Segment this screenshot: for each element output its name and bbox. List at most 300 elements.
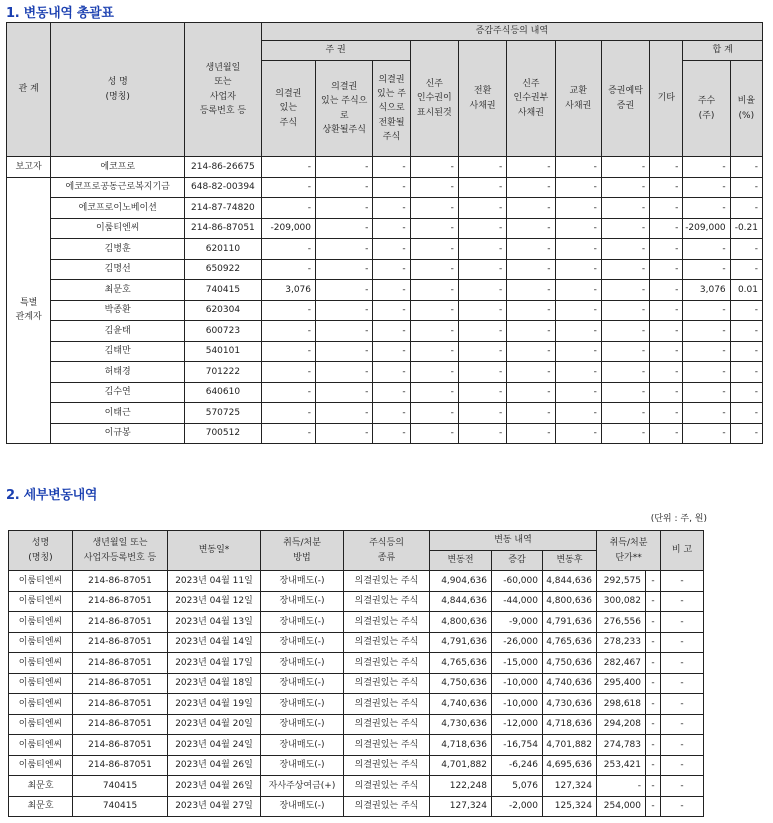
table-row [9, 673, 704, 694]
header-relation: 관 계 [7, 23, 51, 157]
value-cell: - [458, 382, 506, 403]
value-cell: - [373, 423, 410, 444]
before-cell: 4,718,636 [430, 735, 492, 756]
value-cell: - [458, 362, 506, 383]
before-cell: 4,800,636 [430, 612, 492, 633]
value-cell: - [410, 239, 458, 260]
table-row [9, 776, 704, 797]
value-cell: - [683, 239, 730, 260]
price-cell: 294,208 [597, 714, 646, 735]
note-cell: - [661, 653, 704, 674]
kind-cell: 의결권있는 주식 [344, 653, 430, 674]
value-cell: - [730, 382, 762, 403]
header-ratio: 비율 (%) [730, 61, 762, 157]
value-cell: - [683, 177, 730, 198]
value-cell: - [373, 259, 410, 280]
method-cell: 장내매도(-) [261, 673, 344, 694]
value-cell: - [373, 321, 410, 342]
table-row [7, 423, 763, 444]
after-cell: 4,844,636 [543, 571, 597, 592]
name-cell: 이룸티엔씨 [9, 673, 73, 694]
price-cell: 278,233 [597, 632, 646, 653]
value-cell: - [601, 198, 649, 219]
value-cell: - [261, 403, 315, 424]
id-cell: 214-86-26675 [185, 157, 262, 178]
value-cell: - [683, 259, 730, 280]
after-cell: 4,730,636 [543, 694, 597, 715]
table-row [7, 177, 763, 198]
price-cell: 254,000 [597, 796, 646, 817]
table-row [7, 382, 763, 403]
name-cell: 허태경 [51, 362, 185, 383]
method-cell: 장내매도(-) [261, 653, 344, 674]
table-row [9, 571, 704, 592]
id-cell: 540101 [185, 341, 262, 362]
header-other: 기타 [650, 41, 683, 157]
id-cell: 740415 [73, 796, 168, 817]
id-cell: 214-86-87051 [73, 571, 168, 592]
value-cell: - [555, 362, 601, 383]
table-row [7, 403, 763, 424]
value-cell: - [650, 403, 683, 424]
table-row [7, 239, 763, 260]
delta-cell: -10,000 [492, 694, 543, 715]
note-cell: - [661, 571, 704, 592]
date-cell: 2023년 04월 24일 [168, 735, 261, 756]
note-cell: - [661, 632, 704, 653]
unit-label: (단위 : 주, 원) [650, 514, 707, 524]
price-cell: 276,556 [597, 612, 646, 633]
delta-cell: -6,246 [492, 755, 543, 776]
value-cell: - [261, 382, 315, 403]
value-cell: - [261, 341, 315, 362]
before-cell: 4,765,636 [430, 653, 492, 674]
extra-cell: - [646, 796, 661, 817]
value-cell: - [730, 300, 762, 321]
value-cell: - [601, 239, 649, 260]
value-cell: - [650, 157, 683, 178]
id-cell: 214-87-74820 [185, 198, 262, 219]
value-cell: - [507, 362, 555, 383]
name-cell: 김태만 [51, 341, 185, 362]
detail-table [8, 530, 704, 817]
after-cell: 125,324 [543, 796, 597, 817]
value-cell: - [373, 403, 410, 424]
value-cell: - [507, 321, 555, 342]
value-cell: - [650, 423, 683, 444]
value-cell: - [410, 280, 458, 301]
before-cell: 127,324 [430, 796, 492, 817]
value-cell: - [683, 157, 730, 178]
header-total-group: 합 계 [683, 41, 763, 61]
note-cell: - [661, 673, 704, 694]
value-cell: - [410, 362, 458, 383]
value-cell: - [316, 423, 373, 444]
value-cell: - [316, 403, 373, 424]
date-cell: 2023년 04월 13일 [168, 612, 261, 633]
extra-cell: - [646, 591, 661, 612]
value-cell: - [683, 321, 730, 342]
table-row [9, 653, 704, 674]
relation-cell: 보고자 [7, 157, 51, 178]
id-cell: 620110 [185, 239, 262, 260]
value-cell: - [410, 218, 458, 239]
table-row [9, 612, 704, 633]
value-cell: - [730, 157, 762, 178]
value-cell: - [555, 218, 601, 239]
name-cell: 에코프로이노베이션 [51, 198, 185, 219]
price-cell: 292,575 [597, 571, 646, 592]
before-cell: 4,750,636 [430, 673, 492, 694]
name-cell: 이룸티엔씨 [9, 755, 73, 776]
note-cell: - [661, 694, 704, 715]
value-cell: - [316, 177, 373, 198]
method-cell: 장내매도(-) [261, 591, 344, 612]
kind-cell: 의결권있는 주식 [344, 735, 430, 756]
name-cell: 김윤태 [51, 321, 185, 342]
value-cell: - [507, 382, 555, 403]
extra-cell: - [646, 714, 661, 735]
value-cell: - [601, 157, 649, 178]
value-cell: - [601, 300, 649, 321]
value-cell: - [507, 218, 555, 239]
value-cell: - [261, 362, 315, 383]
id-cell: 570725 [185, 403, 262, 424]
after-cell: 4,701,882 [543, 735, 597, 756]
name-cell: 이룸티엔씨 [9, 591, 73, 612]
table-row [9, 796, 704, 817]
value-cell: - [373, 198, 410, 219]
extra-cell: - [646, 673, 661, 694]
id-cell: 650922 [185, 259, 262, 280]
value-cell: - [458, 321, 506, 342]
date-cell: 2023년 04월 11일 [168, 571, 261, 592]
note-cell: - [661, 591, 704, 612]
date-cell: 2023년 04월 19일 [168, 694, 261, 715]
name-cell: 최문호 [51, 280, 185, 301]
value-cell: - [683, 198, 730, 219]
name-cell: 박종환 [51, 300, 185, 321]
extra-cell: - [646, 612, 661, 633]
table-row [7, 362, 763, 383]
id-cell: 214-86-87051 [73, 673, 168, 694]
table-row [9, 632, 704, 653]
kind-cell: 의결권있는 주식 [344, 612, 430, 633]
value-cell: - [601, 403, 649, 424]
name-cell: 김병훈 [51, 239, 185, 260]
after-cell: 4,750,636 [543, 653, 597, 674]
id-cell: 214-86-87051 [73, 694, 168, 715]
value-cell: - [650, 259, 683, 280]
name-cell: 이룸티엔씨 [9, 653, 73, 674]
method-cell: 장내매도(-) [261, 796, 344, 817]
note-cell: - [661, 776, 704, 797]
relation-cell: 특별 관계자 [7, 177, 51, 444]
delta-cell: -60,000 [492, 571, 543, 592]
note-cell: - [661, 735, 704, 756]
date-cell: 2023년 04월 12일 [168, 591, 261, 612]
value-cell: - [458, 259, 506, 280]
value-cell: - [507, 280, 555, 301]
note-cell: - [661, 755, 704, 776]
value-cell: 3,076 [261, 280, 315, 301]
delta-cell: -12,000 [492, 714, 543, 735]
kind-cell: 의결권있는 주식 [344, 694, 430, 715]
value-cell: - [410, 177, 458, 198]
value-cell: - [730, 423, 762, 444]
before-cell: 122,248 [430, 776, 492, 797]
value-cell: - [730, 403, 762, 424]
name-cell: 이룸티엔씨 [9, 694, 73, 715]
table-row [7, 157, 763, 178]
header-change-group: 증감주식등의 내역 [261, 23, 762, 41]
value-cell: - [373, 280, 410, 301]
detail-table-body [9, 571, 704, 817]
delta-cell: -2,000 [492, 796, 543, 817]
method-cell: 장내매도(-) [261, 714, 344, 735]
id-cell: 214-86-87051 [73, 632, 168, 653]
value-cell: 0.01 [730, 280, 762, 301]
value-cell: - [373, 341, 410, 362]
header-birth: 생년월일 또는 사업자 등록번호 등 [185, 23, 262, 157]
name-cell: 이룸티엔씨 [51, 218, 185, 239]
header-voting: 의결권 있는 주식 [261, 61, 315, 157]
value-cell: - [316, 321, 373, 342]
id-cell: 600723 [185, 321, 262, 342]
value-cell: - [683, 382, 730, 403]
table-row [7, 198, 763, 219]
value-cell: - [650, 300, 683, 321]
name-cell: 이규봉 [51, 423, 185, 444]
value-cell: - [410, 259, 458, 280]
value-cell: - [507, 300, 555, 321]
value-cell: - [650, 198, 683, 219]
name-cell: 최문호 [9, 776, 73, 797]
note-cell: - [661, 612, 704, 633]
method-cell: 장내매도(-) [261, 571, 344, 592]
value-cell: - [261, 259, 315, 280]
date-cell: 2023년 04월 14일 [168, 632, 261, 653]
kind-cell: 의결권있는 주식 [344, 755, 430, 776]
d-header-after: 변동후 [543, 551, 597, 571]
section1-title: 1. 변동내역 총괄표 [6, 6, 114, 21]
value-cell: - [261, 177, 315, 198]
table-row [7, 341, 763, 362]
price-cell: 253,421 [597, 755, 646, 776]
value-cell: - [373, 177, 410, 198]
value-cell: - [458, 157, 506, 178]
extra-cell: - [646, 694, 661, 715]
kind-cell: 의결권있는 주식 [344, 776, 430, 797]
value-cell: - [730, 321, 762, 342]
value-cell: - [650, 362, 683, 383]
value-cell: - [316, 362, 373, 383]
after-cell: 4,791,636 [543, 612, 597, 633]
d-header-delta: 증감 [492, 551, 543, 571]
value-cell: - [316, 280, 373, 301]
price-cell: 300,082 [597, 591, 646, 612]
before-cell: 4,730,636 [430, 714, 492, 735]
delta-cell: -16,754 [492, 735, 543, 756]
header-redeemable: 의결권 있는 주식으 로 상환될주식 [316, 61, 373, 157]
value-cell: - [507, 259, 555, 280]
value-cell: - [410, 423, 458, 444]
value-cell: - [601, 218, 649, 239]
value-cell: - [650, 218, 683, 239]
name-cell: 김명선 [51, 259, 185, 280]
id-cell: 640610 [185, 382, 262, 403]
value-cell: - [730, 239, 762, 260]
name-cell: 에코프로 [51, 157, 185, 178]
value-cell: - [316, 239, 373, 260]
value-cell: - [507, 341, 555, 362]
value-cell: - [410, 198, 458, 219]
name-cell: 이태근 [51, 403, 185, 424]
value-cell: - [458, 177, 506, 198]
value-cell: -209,000 [683, 218, 730, 239]
value-cell: - [373, 382, 410, 403]
d-header-birth: 생년월일 또는 사업자등록번호 등 [73, 531, 168, 571]
table-row [7, 321, 763, 342]
table-row [9, 591, 704, 612]
value-cell: - [316, 300, 373, 321]
extra-cell: - [646, 735, 661, 756]
summary-table [6, 22, 763, 444]
value-cell: - [601, 382, 649, 403]
header-bw: 신주 인수권부 사채권 [507, 41, 555, 157]
name-cell: 이룸티엔씨 [9, 571, 73, 592]
id-cell: 701222 [185, 362, 262, 383]
value-cell: - [373, 218, 410, 239]
value-cell: - [458, 280, 506, 301]
before-cell: 4,701,882 [430, 755, 492, 776]
header-exch-bond: 교환 사채권 [555, 41, 601, 157]
table-row [7, 259, 763, 280]
value-cell: - [650, 239, 683, 260]
table-row [9, 735, 704, 756]
value-cell: - [730, 259, 762, 280]
name-cell: 최문호 [9, 796, 73, 817]
d-header-price: 취득/처분 단가** [597, 531, 661, 571]
id-cell: 214-86-87051 [73, 653, 168, 674]
value-cell: - [458, 341, 506, 362]
header-name: 성 명 (명칭) [51, 23, 185, 157]
value-cell: - [410, 382, 458, 403]
value-cell: - [316, 259, 373, 280]
delta-cell: 5,076 [492, 776, 543, 797]
value-cell: - [507, 239, 555, 260]
value-cell: - [458, 198, 506, 219]
value-cell: - [683, 403, 730, 424]
value-cell: - [555, 423, 601, 444]
value-cell: - [650, 177, 683, 198]
value-cell: - [410, 341, 458, 362]
date-cell: 2023년 04월 20일 [168, 714, 261, 735]
extra-cell: - [646, 653, 661, 674]
value-cell: - [601, 321, 649, 342]
id-cell: 214-86-87051 [185, 218, 262, 239]
note-cell: - [661, 796, 704, 817]
value-cell: - [316, 218, 373, 239]
value-cell: - [683, 423, 730, 444]
table-row [9, 694, 704, 715]
after-cell: 4,765,636 [543, 632, 597, 653]
price-cell: 295,400 [597, 673, 646, 694]
name-cell: 이룸티엔씨 [9, 735, 73, 756]
d-header-date: 변동일* [168, 531, 261, 571]
header-share-group: 주 권 [261, 41, 410, 61]
extra-cell: - [646, 571, 661, 592]
table-row [9, 755, 704, 776]
value-cell: - [458, 403, 506, 424]
kind-cell: 의결권있는 주식 [344, 796, 430, 817]
kind-cell: 의결권있는 주식 [344, 591, 430, 612]
section2-title: 2. 세부변동내역 [6, 488, 98, 503]
d-header-before: 변동전 [430, 551, 492, 571]
value-cell: - [373, 362, 410, 383]
delta-cell: -15,000 [492, 653, 543, 674]
value-cell: - [507, 157, 555, 178]
value-cell: - [601, 280, 649, 301]
value-cell: - [555, 280, 601, 301]
date-cell: 2023년 04월 26일 [168, 755, 261, 776]
price-cell: 298,618 [597, 694, 646, 715]
table-row [7, 218, 763, 239]
after-cell: 4,718,636 [543, 714, 597, 735]
value-cell: - [730, 362, 762, 383]
value-cell: - [650, 280, 683, 301]
d-header-method: 취득/처분 방법 [261, 531, 344, 571]
value-cell: -0.21 [730, 218, 762, 239]
value-cell: - [601, 362, 649, 383]
id-cell: 214-86-87051 [73, 591, 168, 612]
id-cell: 214-86-87051 [73, 612, 168, 633]
before-cell: 4,844,636 [430, 591, 492, 612]
value-cell: - [683, 341, 730, 362]
id-cell: 740415 [73, 776, 168, 797]
value-cell: - [410, 403, 458, 424]
d-header-name: 성명 (명칭) [9, 531, 73, 571]
extra-cell: - [646, 755, 661, 776]
value-cell: - [650, 321, 683, 342]
value-cell: - [316, 157, 373, 178]
price-cell: - [597, 776, 646, 797]
method-cell: 장내매도(-) [261, 735, 344, 756]
value-cell: 3,076 [683, 280, 730, 301]
value-cell: -209,000 [261, 218, 315, 239]
value-cell: - [555, 157, 601, 178]
id-cell: 214-86-87051 [73, 755, 168, 776]
value-cell: - [730, 177, 762, 198]
extra-cell: - [646, 632, 661, 653]
value-cell: - [730, 341, 762, 362]
id-cell: 620304 [185, 300, 262, 321]
value-cell: - [507, 423, 555, 444]
value-cell: - [261, 198, 315, 219]
value-cell: - [373, 157, 410, 178]
method-cell: 장내매도(-) [261, 612, 344, 633]
value-cell: - [601, 341, 649, 362]
kind-cell: 의결권있는 주식 [344, 571, 430, 592]
value-cell: - [458, 300, 506, 321]
value-cell: - [261, 321, 315, 342]
value-cell: - [555, 403, 601, 424]
value-cell: - [410, 321, 458, 342]
date-cell: 2023년 04월 18일 [168, 673, 261, 694]
value-cell: - [650, 382, 683, 403]
value-cell: - [373, 300, 410, 321]
value-cell: - [316, 382, 373, 403]
